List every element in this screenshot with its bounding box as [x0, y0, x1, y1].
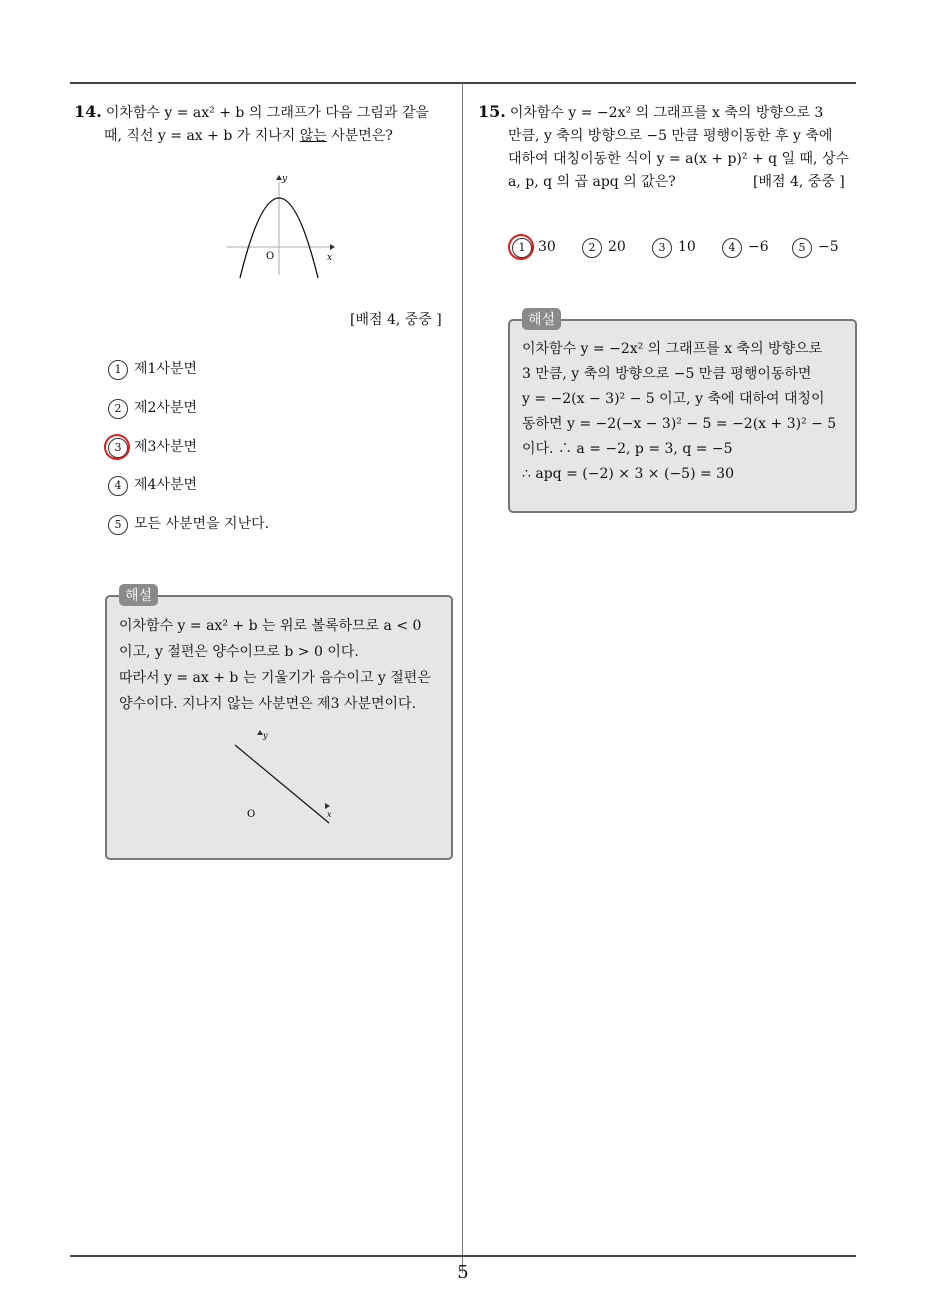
bottom-rule [70, 1255, 856, 1257]
option-number: 2 [108, 399, 128, 419]
question-line: a, p, q 의 곱 apq 의 값은? [배점 4, 중중 ] [478, 171, 863, 194]
option-text: 모든 사분면을 지난다. [134, 516, 270, 532]
question-15 [478, 100, 863, 194]
page-number: 5 [457, 1262, 469, 1283]
option-number: 3 [108, 438, 128, 458]
score-label: [배점 4, 중중 ] [753, 174, 845, 190]
option-4[interactable] [108, 474, 197, 496]
origin-label: O [266, 251, 275, 262]
option-number: 3 [652, 238, 672, 258]
option-text: 20 [608, 239, 626, 255]
origin-label: O [247, 809, 256, 820]
selected-answer-circle [505, 231, 537, 263]
option-text: −5 [818, 239, 839, 255]
question-number: 14. [74, 102, 102, 121]
question-line: 때, 직선 y = ax + b 가 지나지 않는 사분면은? [104, 128, 393, 144]
solution-text: 이차함수 y = −2x² 의 그래프를 x 축의 방향으로 3 만큼, y 축의 방향으로 −5 만큼 평행이동하면 y = −2(x − 3)² − 5 이고, y 축에 대하여 대칭이 동하면 y = −2(−x − 3)² − 5 = −2(x + 3)² − 5 이다. ∴ a = −2, p = 3, q = −5 ∴ apq = (−2) × 3 × (−5) = 30 [522, 341, 837, 482]
option-text: 10 [678, 239, 696, 255]
option-number: 5 [792, 238, 812, 258]
option-1[interactable] [512, 238, 556, 258]
option-number: 4 [722, 238, 742, 258]
axis-label-x: x [327, 253, 333, 263]
option-text: 제3사분면 [134, 439, 198, 455]
option-text: −6 [748, 239, 769, 255]
question-line: 만큼, y 축의 방향으로 −5 만큼 평행이동한 후 y 축에 [508, 128, 833, 144]
option-5[interactable] [108, 513, 269, 535]
option-number: 2 [582, 238, 602, 258]
solution-tag: 해설 [119, 584, 158, 606]
option-2[interactable] [108, 397, 197, 419]
option-number: 1 [108, 360, 128, 380]
option-4[interactable] [722, 238, 769, 258]
column-divider [462, 83, 463, 1273]
option-text: 제2사분면 [134, 400, 198, 416]
question-line: 대하여 대칭이동한 식이 y = a(x + p)² + q 일 때, 상수 [508, 151, 849, 167]
question-15-text [478, 100, 863, 194]
solution-text: 이차함수 y = ax² + b 는 위로 볼록하므로 a < 0 이고, y 절편은 양수이므로 b > 0 이다. 따라서 y = ax + b 는 기울기가 음수이고 y 절편은 양수이다. 지나지 않는 사분면은 제3 사분면이다. [119, 618, 431, 712]
score-label: [배점 4, 중중 ] [350, 312, 442, 328]
option-text: 제4사분면 [134, 477, 198, 493]
question-14 [74, 100, 459, 148]
selected-answer-circle [101, 431, 133, 463]
option-1[interactable] [108, 358, 197, 380]
option-number: 4 [108, 476, 128, 496]
question-line: 이차함수 y = ax² + b 의 그래프가 다음 그림과 같을 [105, 105, 429, 121]
option-number: 1 [512, 238, 532, 258]
top-rule [70, 82, 856, 84]
option-3[interactable] [108, 436, 197, 458]
option-5[interactable] [792, 238, 839, 258]
axis-label-y: y [263, 731, 268, 740]
option-3[interactable] [652, 238, 696, 258]
option-number: 5 [108, 515, 128, 535]
axis-label-y: y [282, 174, 288, 184]
question-number: 15. [478, 102, 506, 121]
solution-box-14 [105, 588, 453, 860]
line-graph [227, 727, 347, 827]
question-line: 이차함수 y = −2x² 의 그래프를 x 축의 방향으로 3 [509, 105, 824, 121]
solution-tag: 해설 [522, 308, 561, 330]
solution-box-15 [508, 312, 857, 513]
option-2[interactable] [582, 238, 626, 258]
option-text: 제1사분면 [134, 361, 198, 377]
question-14-text [74, 100, 459, 148]
axis-label-x: x [327, 810, 332, 819]
parabola-graph [222, 170, 337, 280]
option-text: 30 [538, 239, 556, 255]
